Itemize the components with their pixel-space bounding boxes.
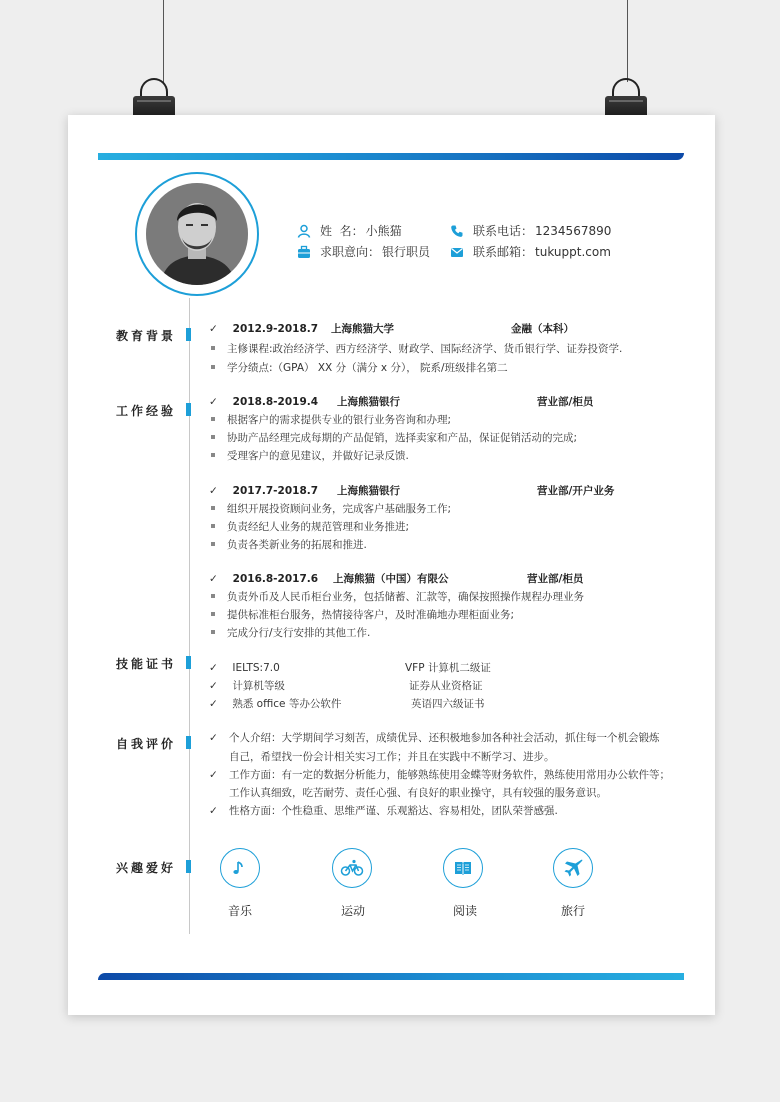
list-item: 组织开展投资顾问业务，完成客户基础服务工作; <box>209 501 451 517</box>
list-item: 负责各类新业务的拓展和推进. <box>209 537 367 553</box>
section-marker <box>186 328 191 341</box>
check-icon: ✓ <box>209 680 218 692</box>
book-icon <box>443 848 483 888</box>
hanging-string-left <box>163 0 164 82</box>
skill-row: ✓ IELTS:7.0 VFP 计算机二级证 <box>209 662 491 674</box>
bicycle-icon <box>332 848 372 888</box>
bullet-icon <box>211 612 215 616</box>
photo-frame <box>135 172 259 296</box>
list-item: 受理客户的意见建议，并做好记录反馈. <box>209 448 409 464</box>
email-label: 联系邮箱： <box>473 245 534 259</box>
resume-paper <box>68 115 715 1015</box>
phone-info <box>450 222 611 239</box>
bullet-icon <box>211 542 215 546</box>
list-item: 负责外币及人民币柜台业务，包括储蓄、汇款等，确保按照操作规程办理业务 <box>209 589 584 605</box>
education-school: 上海熊猫大学 <box>331 323 394 335</box>
hobby-label: 阅读 <box>452 904 477 918</box>
bullet-icon <box>211 594 215 598</box>
check-icon: ✓ <box>209 698 218 710</box>
work-header: ✓ 2017.7-2018.7 上海熊猫银行 营业部/开户业务 <box>209 485 615 497</box>
list-item: 协助产品经理完成每期的产品促销，选择卖家和产品，保证促销活动的完成; <box>209 430 577 446</box>
hobby-label: 运动 <box>340 904 365 918</box>
airplane-icon <box>553 848 593 888</box>
phone-value[interactable]: 1234567890 <box>535 223 612 238</box>
section-marker <box>186 860 191 873</box>
list-item: 根据客户的需求提供专业的银行业务咨询和办理; <box>209 412 451 428</box>
list-item: 提供标准柜台服务，热情接待客户，及时准确地办理柜面业务; <box>209 607 514 623</box>
section-marker <box>186 656 191 669</box>
self-eval-line: ✓ 工作方面：有一定的数据分析能力，能够熟练使用金蝶等财务软件，熟练使用常用办公软件等； <box>209 769 670 781</box>
list-item: 负责经纪人业务的规范管理和业务推进; <box>209 519 409 535</box>
skill-row: ✓ 计算机等级 证券从业资格证 <box>209 680 483 692</box>
check-icon: ✓ <box>209 323 218 335</box>
work-header: ✓ 2016.8-2017.6 上海熊猫（中国）有限公 营业部/柜员 <box>209 573 584 585</box>
education-header <box>209 321 574 337</box>
check-icon: ✓ <box>209 769 218 781</box>
bullet-icon <box>211 453 215 457</box>
work-header: ✓ 2018.8-2019.4 上海熊猫银行 营业部/柜员 <box>209 396 594 408</box>
phone-icon <box>450 224 464 238</box>
hanging-string-right <box>627 0 628 82</box>
check-icon: ✓ <box>209 732 218 744</box>
intent-label: 求职意向： <box>320 245 381 259</box>
email-value[interactable]: tukuppt.com <box>535 244 611 259</box>
bullet-icon <box>211 365 215 369</box>
hobby-label: 音乐 <box>227 904 252 918</box>
section-title-hobbies: 兴趣爱好 <box>116 861 177 875</box>
section-title-work: 工作经验 <box>116 404 177 418</box>
name-value: 小熊猫 <box>365 224 402 238</box>
music-icon <box>220 848 260 888</box>
section-marker <box>186 403 191 416</box>
top-accent-bar <box>98 153 684 160</box>
education-period: 2012.9-2018.7 <box>232 323 319 335</box>
bullet-icon <box>211 435 215 439</box>
bullet-icon <box>211 417 215 421</box>
email-info <box>450 243 611 260</box>
user-icon <box>297 224 311 238</box>
list-item: 完成分行/支行安排的其他工作. <box>209 625 370 641</box>
check-icon: ✓ <box>209 396 218 408</box>
bullet-icon <box>211 346 215 350</box>
self-eval-line: ✓ 个人介绍：大学期间学习刻苦，成绩优异、还积极地参加各种社会活动，抓住每一个机会锻炼 <box>209 732 660 744</box>
timeline-line <box>189 298 190 934</box>
phone-label: 联系电话： <box>473 224 534 238</box>
list-item: 主修课程:政治经济学、西方经济学、财政学、国际经济学、货币银行学、证券投资学. <box>209 341 622 357</box>
bullet-icon <box>211 524 215 528</box>
list-item: 学分绩点:（GPA） XX 分（满分 x 分）， 院系/班级排名第二 <box>209 360 508 376</box>
section-title-self-eval: 自我评价 <box>116 737 177 751</box>
self-eval-line: 工作认真细致，吃苦耐劳、责任心强、有良好的职业操守，具有较强的服务意识。 <box>229 787 607 799</box>
intent-info <box>297 243 430 260</box>
profile-photo <box>146 183 248 285</box>
name-info <box>297 222 402 239</box>
mail-icon <box>450 245 464 259</box>
bullet-icon <box>211 630 215 634</box>
intent-value: 银行职员 <box>382 245 431 259</box>
section-title-education: 教育背景 <box>116 329 177 343</box>
skill-row: ✓ 熟悉 office 等办公软件 英语四六级证书 <box>209 698 485 710</box>
self-eval-line: 自己，希望找一份会计相关实习工作；并且在实践中不断学习、进步。 <box>229 751 555 763</box>
check-icon: ✓ <box>209 573 218 585</box>
check-icon: ✓ <box>209 662 218 674</box>
section-marker <box>186 736 191 749</box>
self-eval-line: ✓ 性格方面：个性稳重、思维严谨、乐观豁达、容易相处，团队荣誉感强. <box>209 805 558 817</box>
bullet-icon <box>211 506 215 510</box>
education-major: 金融（本科） <box>511 323 574 335</box>
briefcase-icon <box>297 245 311 259</box>
check-icon: ✓ <box>209 485 218 497</box>
bottom-accent-bar <box>98 973 684 980</box>
hobby-label: 旅行 <box>560 904 585 918</box>
check-icon: ✓ <box>209 805 218 817</box>
name-label: 姓 名： <box>320 224 364 238</box>
section-title-skills: 技能证书 <box>116 657 177 671</box>
